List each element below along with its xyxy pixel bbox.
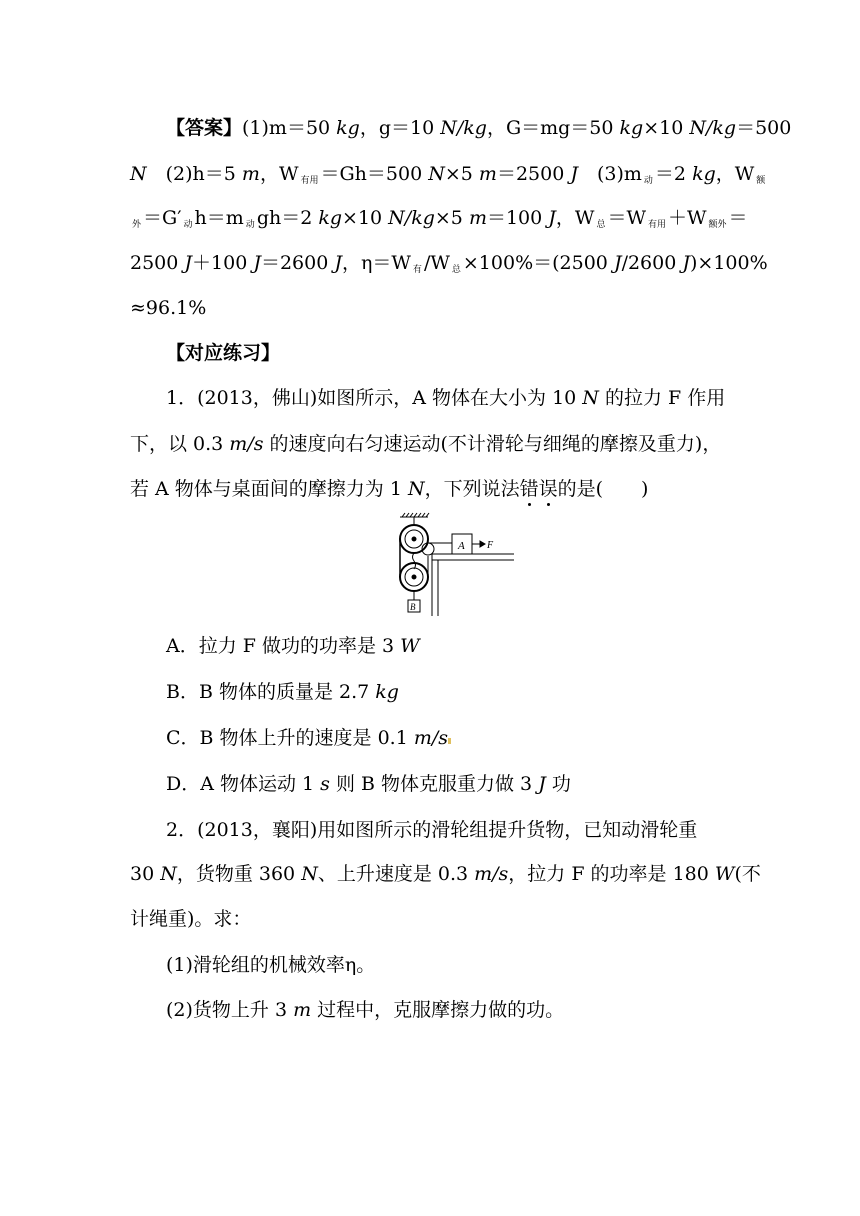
unit: kg [318,207,343,229]
section-title: 【对应练习】 [166,342,281,364]
label-f: F [487,540,494,551]
q2-part-1: (1)滑轮组的机械效率η。 [166,954,376,976]
q2-part-2 [166,998,766,1022]
unit: N/kg [388,207,435,229]
emphasis-char: 误 [538,478,558,500]
unit: m [468,207,487,229]
unit: kg [619,117,644,139]
t: ，货物重 360 [176,863,302,885]
t: 1．(2013，佛山)如图所示，A 物体在大小为 10 [166,387,583,409]
q2-line-2 [130,862,761,886]
t: ＋W [668,207,707,229]
t: ，拉力 F 的功率是 180 [508,863,715,885]
t: ＝2500 [496,163,571,185]
unit: J [253,252,261,274]
pulley-system-figure [392,512,516,616]
unit: m/s [413,727,449,749]
t: (不 [734,863,761,885]
t: ＝W [607,207,646,229]
unit: J [184,252,193,274]
label-a: A [458,540,465,552]
unit: m [478,163,497,185]
unit: J [570,163,578,185]
t: ＝100 [486,207,549,229]
subscript: 额 [756,176,766,186]
unit: kg [375,681,399,703]
answer-line-5: ≈96.1% [130,297,207,319]
t: D．A 物体运动 1 [166,773,321,795]
unit: J [682,252,690,274]
unit: m/s [229,433,264,455]
unit: N/kg [440,117,487,139]
t: )×100% [689,252,768,274]
ceiling-hatch [402,513,429,517]
unit: kg [692,163,716,185]
subscript: 总 [451,265,461,275]
subscript: 有用 [647,220,666,230]
emphasis-char: 错 [519,478,539,500]
t: ＝Gh＝500 [320,163,429,185]
unit: kg [336,117,360,139]
unit: N [130,163,147,185]
t: 的拉力 F 作用 [598,387,726,409]
t: 则 B 物体克服重力做 3 [329,773,539,795]
movable-pulley-axle [412,575,416,579]
t: ×5 [434,207,469,229]
unit: N [301,863,318,885]
answer-line-4 [130,251,768,282]
t: 2500 [130,252,185,274]
t: h＝m [194,207,244,229]
unit: m [241,163,260,185]
option-c [166,726,766,750]
q1-line-3 [130,477,730,501]
q2-line-1: 2．(2013，襄阳)用如图所示的滑轮组提升货物，已知动滑轮重 [166,819,698,841]
t: 的是( ) [557,478,649,500]
t: ＝ [728,207,748,229]
unit: W [714,863,735,885]
t: ，W [715,163,755,185]
q1-line-2 [130,432,730,456]
t: /W [423,252,450,274]
t: ，G＝mg＝50 [486,117,620,139]
t: ＝2 [654,163,693,185]
t: (1)m＝50 [242,117,337,139]
unit: N [428,163,445,185]
unit: J [613,252,622,274]
option-b [166,680,766,704]
t: ，下列说法 [424,478,520,500]
t: ，W [555,207,595,229]
t: 若 A 物体与桌面间的摩擦力为 1 [130,478,408,500]
t: A．拉力 F 做功的功率是 3 [166,635,401,657]
t: ×100%＝(2500 [462,252,614,274]
unit: W [400,635,420,657]
t: ×5 [444,163,479,185]
q2-line-3: 计绳重)。求： [130,908,252,930]
unit: N [407,478,425,500]
unit: N [160,863,177,885]
highlight-mark [448,738,451,744]
unit: s [320,773,330,795]
fixed-pulley-axle [412,537,416,541]
t: 的速度向右匀速运动(不计滑轮与细绳的摩擦及重力)， [263,433,722,455]
t: 、上升速度是 0.3 [317,863,475,885]
option-d [166,772,766,796]
subscript: 总 [596,220,606,230]
force-arrowhead [480,541,485,547]
t: C．B 物体上升的速度是 0.1 [166,727,414,749]
t: 功 [545,773,571,795]
t: ，η＝W [342,252,411,274]
subscript: 有用 [300,176,319,186]
subscript: 动 [245,220,255,230]
unit: N [582,387,599,409]
t: ＝500 [736,117,792,139]
label-b: B [410,602,416,612]
unit: m [293,999,312,1021]
t: /2600 [621,252,683,274]
t: ＋100 [192,252,254,274]
answer-line-3 [130,206,748,237]
unit: J [334,252,342,274]
option-a [166,634,766,658]
subscript: 外 [132,220,142,230]
subscript: 动 [643,176,653,186]
unit: J [538,773,546,795]
unit: J [548,207,556,229]
link-chain [413,553,416,569]
t: gh＝2 [256,207,319,229]
t: B．B 物体的质量是 2.7 [166,681,376,703]
t: (2)h＝5 [146,163,242,185]
unit: N/kg [689,117,737,139]
answer-heading: 【答案】 [166,117,243,139]
answer-line-1 [166,116,792,140]
t: ，g＝10 [359,117,441,139]
t: (2)货物上升 3 [166,999,294,1021]
q1-line-1 [166,386,730,410]
t: ＝2600 [260,252,335,274]
answer-line-1-text [166,116,791,140]
t: 下，以 0.3 [130,433,230,455]
t: (3)m [577,163,642,185]
subscript: 有 [412,265,422,275]
t: 30 [130,863,161,885]
answer-line-2 [130,162,766,193]
t: ×10 [342,207,389,229]
t: ＝G′ [143,207,182,229]
subscript: 额外 [708,220,727,230]
subscript: 动 [183,220,193,230]
t: 过程中，克服摩擦力做的功。 [311,999,565,1021]
t: ×10 [643,117,690,139]
t: ，W [259,163,299,185]
unit: m/s [474,863,509,885]
